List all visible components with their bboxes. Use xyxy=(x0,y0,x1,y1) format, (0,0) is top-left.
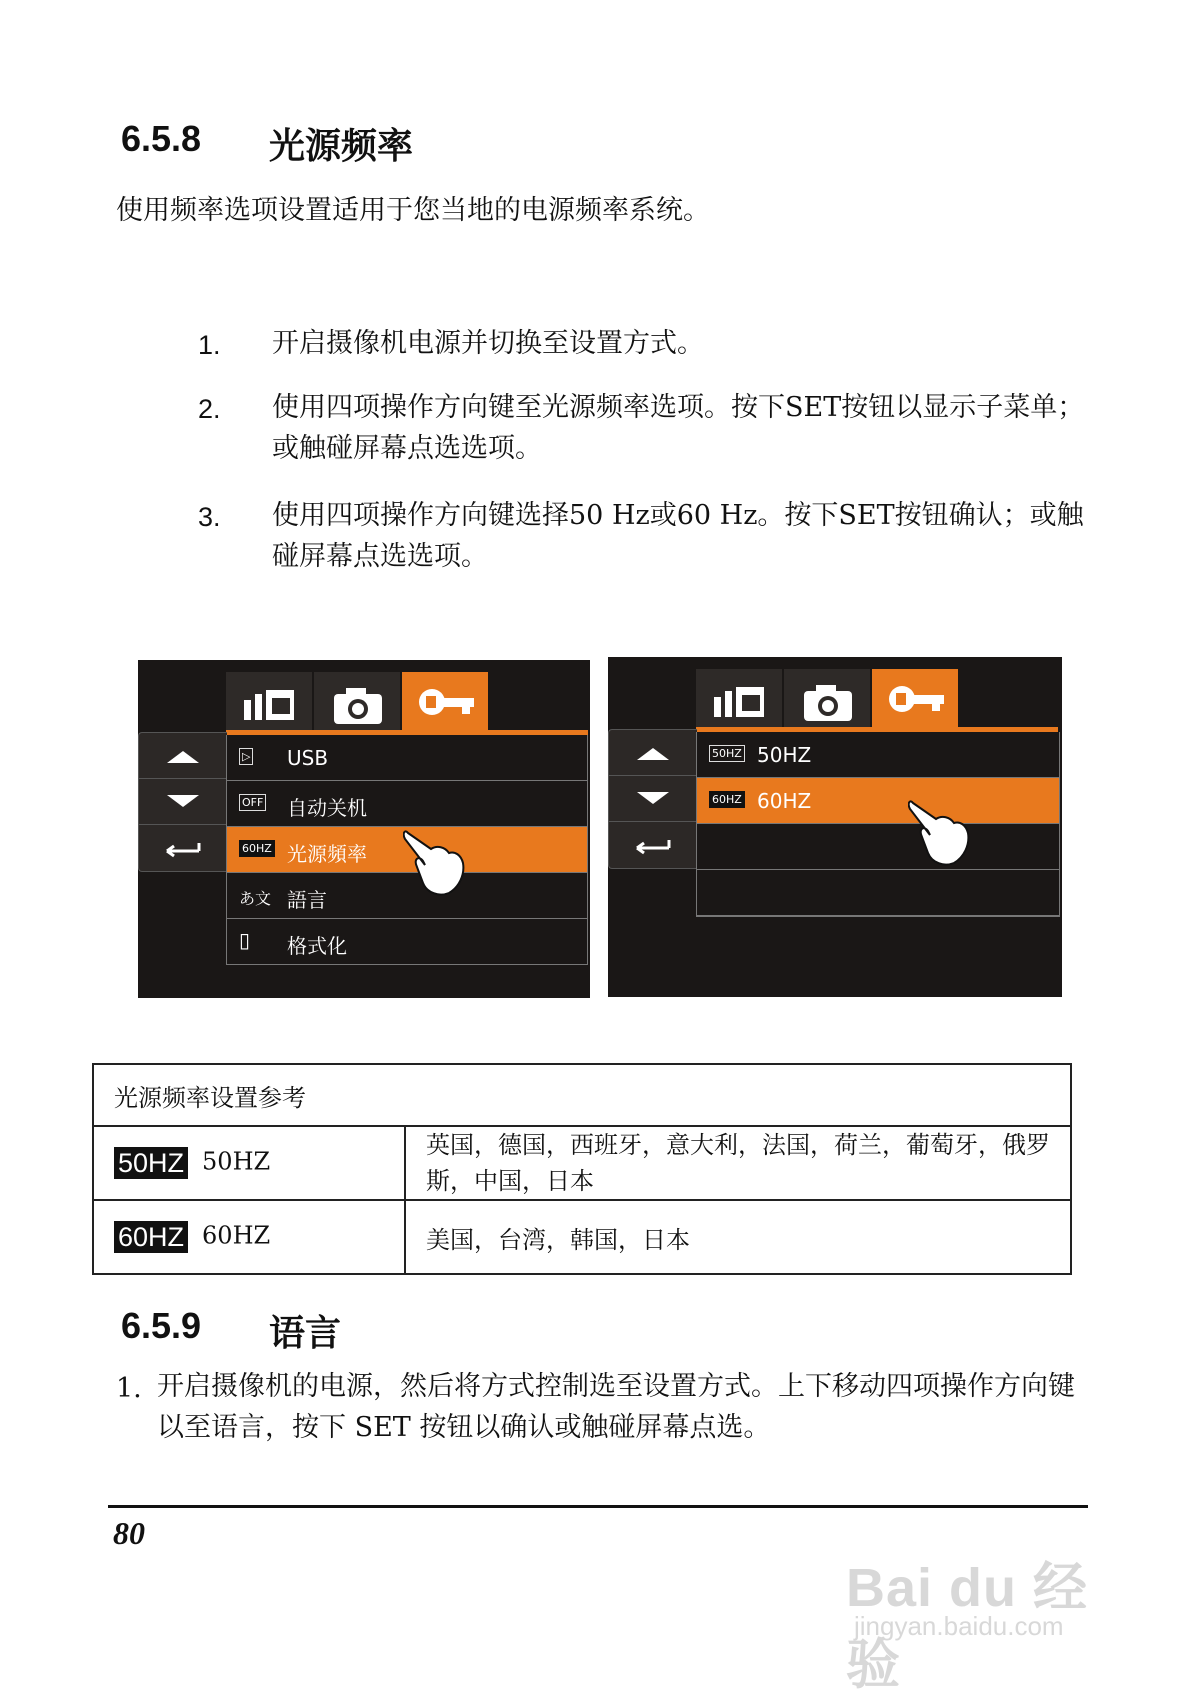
down-button[interactable] xyxy=(609,776,697,822)
tab-playback[interactable] xyxy=(696,669,782,727)
down-arrow-icon xyxy=(139,779,227,824)
back-button[interactable] xyxy=(609,822,697,867)
section-number: 6.5.8 xyxy=(121,118,202,159)
wrench-icon xyxy=(872,669,958,727)
60hz-badge: 60HZ xyxy=(114,1221,188,1253)
playback-icon xyxy=(226,672,312,730)
tab-camera[interactable] xyxy=(784,669,870,727)
tab-settings[interactable] xyxy=(872,669,958,727)
option-60hz[interactable] xyxy=(697,778,1059,824)
step-number: 3. xyxy=(198,502,221,532)
frequency-label: 60HZ xyxy=(202,1221,271,1250)
up-arrow-icon xyxy=(139,733,227,778)
mode-tabs xyxy=(226,672,490,730)
down-button[interactable] xyxy=(139,779,227,825)
baidu-watermark xyxy=(846,1535,1126,1695)
menu-item-auto-off[interactable] xyxy=(227,781,587,827)
hand-pointer-icon xyxy=(403,825,473,900)
menu-item-usb[interactable] xyxy=(227,735,587,781)
nav-buttons xyxy=(608,729,697,869)
option-50hz[interactable] xyxy=(697,732,1059,778)
frequency-label: 50HZ xyxy=(202,1147,271,1176)
menu-item-label: 光源頻率 xyxy=(287,842,367,866)
nav-buttons xyxy=(138,732,227,872)
step-text: 开启摄像机电源并切换至设置方式。 xyxy=(272,328,704,359)
50hz-icon: 50HZ xyxy=(709,745,745,762)
empty-row xyxy=(697,824,1059,870)
countries-cell: 美国，台湾，韩国，日本 xyxy=(405,1200,1071,1274)
step-number: 1. xyxy=(116,1373,142,1404)
hand-pointer-icon xyxy=(908,795,978,870)
section-heading xyxy=(121,118,721,167)
menu-item-label: USB xyxy=(287,746,329,770)
light-frequency-submenu-screen xyxy=(608,657,1062,997)
section-title: 语言 xyxy=(269,1313,342,1354)
menu-item-label: 自动关机 xyxy=(287,796,367,820)
up-arrow-icon xyxy=(609,730,697,775)
step-text: 使用四项操作方向键至光源频率选项。按下SET按钮以显示子菜单；或触碰屏幕点选选项。 xyxy=(272,392,1085,464)
section-title: 光源频率 xyxy=(269,126,414,167)
menu-item-label: 語言 xyxy=(287,888,327,912)
playback-icon xyxy=(696,669,782,727)
tab-camera[interactable] xyxy=(314,672,400,730)
usb-icon: ▷ xyxy=(239,748,253,765)
up-button[interactable] xyxy=(609,730,697,776)
language-icon: あ文 xyxy=(239,889,272,908)
table-row xyxy=(93,1126,405,1200)
page-number: 80 xyxy=(113,1515,145,1551)
memory-card-icon: ▯ xyxy=(239,928,251,952)
tab-settings[interactable] xyxy=(402,672,488,730)
table-header: 光源频率设置参考 xyxy=(93,1064,1071,1126)
camera-icon xyxy=(314,672,400,730)
section-heading xyxy=(121,1305,621,1354)
watermark-url: jingyan.baidu.com xyxy=(854,1611,1064,1641)
step-text: 使用四项操作方向键选择50 Hz或60 Hz。按下SET按钮确认；或触碰屏幕点选选项。 xyxy=(272,500,1084,572)
option-label: 50HZ xyxy=(757,743,812,767)
back-button[interactable] xyxy=(139,825,227,870)
frequency-icon: 60HZ xyxy=(239,840,275,857)
tab-playback[interactable] xyxy=(226,672,312,730)
power-off-icon: OFF xyxy=(239,794,266,811)
50hz-badge: 50HZ xyxy=(114,1147,188,1179)
option-label: 60HZ xyxy=(757,789,812,813)
menu-item-label: 格式化 xyxy=(287,934,347,958)
frequency-submenu xyxy=(696,732,1060,917)
watermark-brand: Bai du 经验 xyxy=(846,1558,1089,1695)
return-icon xyxy=(609,822,697,867)
60hz-icon: 60HZ xyxy=(709,791,745,808)
mode-tabs xyxy=(696,669,960,727)
frequency-reference-table xyxy=(92,1063,1072,1275)
step-text: 开启摄像机的电源，然后将方式控制选至设置方式。上下移动四项操作方向键以至语言，按下 SET 按钮以确认或触碰屏幕点选。 xyxy=(157,1371,1075,1443)
table-row xyxy=(93,1200,405,1274)
section-number: 6.5.9 xyxy=(121,1305,202,1346)
menu-item-format[interactable] xyxy=(227,919,587,964)
countries-cell: 英国，德国，西班牙，意大利，法国，荷兰，葡萄牙，俄罗斯，中国，日本 xyxy=(405,1126,1071,1200)
camera-settings-screen xyxy=(138,660,590,998)
wrench-icon xyxy=(402,672,488,730)
step-number: 2. xyxy=(198,394,221,424)
camera-icon xyxy=(784,669,870,727)
intro-text: 使用频率选项设置适用于您当地的电源频率系统。 xyxy=(116,195,710,226)
down-arrow-icon xyxy=(609,776,697,821)
step-number: 1. xyxy=(198,330,221,360)
empty-row xyxy=(697,870,1059,916)
up-button[interactable] xyxy=(139,733,227,779)
return-icon xyxy=(139,825,227,870)
footer-rule xyxy=(108,1505,1088,1508)
